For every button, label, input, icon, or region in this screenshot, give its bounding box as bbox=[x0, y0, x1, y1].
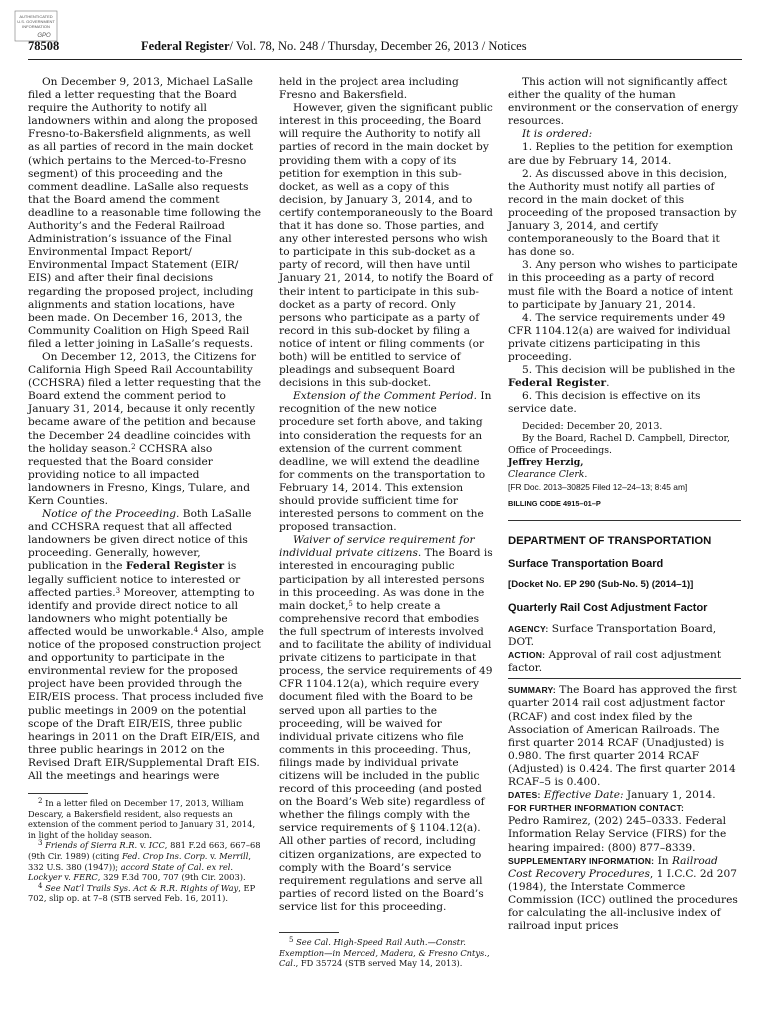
seal-line-1: AUTHENTICATED bbox=[19, 14, 53, 19]
page-header bbox=[28, 39, 742, 60]
order-item: 2. As discussed above in this decision, the Authority must notify all parties of record in the main docket of this proceeding of the proposed transaction by January 3, 2014, and certify contemporaneously to the Board that it has done so. bbox=[508, 167, 737, 259]
column-2 bbox=[279, 76, 495, 969]
seal-line-3: INFORMATION bbox=[22, 24, 50, 29]
agency-field: AGENCY: Surface Transportation Board, DOT. bbox=[508, 623, 717, 649]
by-the-board: By the Board, Rachel D. Campbell, Director, Office of Proceedings. bbox=[508, 433, 730, 457]
footnote-ref[interactable]: 3 bbox=[115, 586, 121, 595]
footnote-divider bbox=[279, 932, 339, 933]
dates-field: DATES: Effective Date: January 1, 2014. bbox=[508, 789, 716, 802]
paragraph: held in the project area including Fresno and Bakersfield. bbox=[279, 76, 459, 102]
subagency-heading: Surface Transportation Board bbox=[508, 557, 664, 570]
signer-title: Clearance Clerk. bbox=[508, 469, 588, 481]
summary-field: SUMMARY: The Board has approved the first quarter 2014 rail cost adjustment factor (RCAF) and cost index filed by the Association of American Railroads. The first quarter 2014 RCAF (Unadjusted) is 0.980. The first quarter 2014 RCAF (Adjusted) is 0.424. The first quarter 2014 RCAF–5 is 0.400. bbox=[508, 684, 737, 789]
running-head bbox=[141, 39, 527, 54]
paragraph: Extension of the Comment Period. In recognition of the new notice procedure set forth above, and taking into consideration the requests for an extension of the current comment deadline, we will extend the deadline for comments on the transportation to February 14, 2014. This extension should provide sufficient time for interested persons to comment on the proposed transaction. bbox=[279, 390, 492, 534]
paragraph: However, given the significant public interest in this proceeding, the Board will require the Authority to notify all parties of record in the main docket by providing them with a copy of its petition for exemption in this sub-docket, as well as a copy of this decision, by January 3, 2014, and to certify contemporaneously to the Board that it has done so. Those parties, and any other interested persons who wish to participate in this sub-docket as a party of record, will then have until January 21, 2014, to notify the Board of their intent to participate in this sub-docket as a party of record. Only persons who participate as a party of record in this sub-docket by filing a notice of intent or filing comments (or both) will be entitled to service of pleadings and subsequent Board decisions in this sub-docket. bbox=[279, 102, 493, 390]
publication-name: Federal Register bbox=[141, 39, 230, 53]
notice-divider bbox=[508, 520, 741, 521]
page-number: 78508 bbox=[28, 39, 60, 53]
order-item: 3. Any person who wishes to participate in this proceeding as a party of record must file with the Board a notice of intent to participate by January 21, 2014. bbox=[508, 259, 738, 311]
order-item: 1. Replies to the petition for exemption are due by February 14, 2014. bbox=[508, 141, 733, 167]
contact-field: FOR FURTHER INFORMATION CONTACT: Pedro Ramirez, (202) 245–0333. Federal Information Relay Service (FIRS) for the hearing impaired: (800) 877–8339. bbox=[508, 803, 727, 854]
billing-code: BILLING CODE 4915–01–P bbox=[508, 498, 601, 508]
column-1 bbox=[28, 76, 264, 904]
docket-number: [Docket No. EP 290 (Sub-No. 5) (2014–1)] bbox=[508, 578, 694, 590]
footnote-divider bbox=[28, 793, 88, 794]
supplementary-field: SUPPLEMENTARY INFORMATION: In Railroad Cost Recovery Procedures, 1 I.C.C. 2d 207 (1984), the Interstate Commerce Commission (ICC) outlined the procedures for calculating the all-inclusive index of railroad input prices bbox=[508, 854, 738, 933]
column-3 bbox=[508, 76, 741, 933]
seal-line-4: GPO bbox=[37, 33, 51, 39]
paragraph: On December 12, 2013, the Citizens for California High Speed Rail Accountability (CCHSRA) filed a letter requesting that the Board extend the comment period to January 31, 2014, because it only recently became aware of the petition and because the December 24 deadline coincides with the holiday season.$^2$ CCHSRA also requested that the Board consider providing notice to all impacted landowners in Fresno, Kings, Tulare, and Kern Counties. bbox=[28, 350, 262, 507]
seal-line-2: U.S. GOVERNMENT bbox=[17, 19, 55, 24]
section-heading: Waiver of service requirement for individual private citizens. bbox=[279, 534, 475, 560]
gpo-authentication-seal bbox=[14, 10, 58, 42]
paragraph: Notice of the Proceeding. Both LaSalle and CCHSRA request that all affected landowners be given direct notice of this proceeding. Generally, however, publication in the Federal Register is legally sufficient notice to interested or affected parties.$^3$ Moreover, attempting to identify and provide direct notice to all landowners who might potentially be affected would be unworkable.$^4$ Also, ample notice of the proposed construction project and opportunity to participate in the environmental review for the proposed project have been provided through the EIR/EIS process. That process included five public meetings in 2009 on the potential scope of the Draft EIR/EIS, three public hearings in 2011 on the Draft EIR/EIS, and three public hearings in 2012 on the Revised Draft EIR/Supplemental Draft EIS. All the meetings and hearings were bbox=[28, 508, 264, 782]
footnote: $^4$ See Nat’l Trails Sys. Act & R.R. Rights of Way, EP 702, slip op. at 7–8 (STB served Feb. 16, 2011). bbox=[28, 881, 256, 904]
document-title: Quarterly Rail Cost Adjustment Factor bbox=[508, 601, 708, 614]
issue-info: / Vol. 78, No. 248 / Thursday, December 26, 2013 / Notices bbox=[229, 39, 527, 53]
footnote-ref[interactable]: 4 bbox=[193, 625, 199, 634]
footnote-ref[interactable]: 2 bbox=[131, 442, 136, 451]
decided-date: Decided: December 20, 2013. bbox=[522, 421, 663, 433]
order-item: 4. The service requirements under 49 CFR 1104.12(a) are waived for individual private citizens participating in this proceeding. bbox=[508, 311, 731, 363]
signer-name: Jeffrey Herzig, bbox=[508, 457, 584, 469]
paragraph: Waiver of service requirement for individual private citizens. The Board is interested in encouraging public participation by all interested persons in this proceeding. As was done in the main docket,$^5$ to help create a comprehensive record that embodies the full spectrum of interests involved and to facilitate the ability of individual private citizens to participate in that process, the service requirements of 49 CFR 1104.12(a), which require every document filed with the Board to be served upon all parties to the proceeding, will be waived for individual private citizens who file comments in this proceeding. Thus, filings made by individual private citizens will be included in the public record of this proceeding (and posted on the Board’s Web site) regardless of whether the filings comply with the service requirements of § 1104.12(a). All other parties of record, including citizen organizations, are expected to comply with the Board’s service requirement regulations and serve all parties of record listed on the Board’s service list for this proceeding. bbox=[279, 534, 493, 913]
section-heading: Notice of the Proceeding. bbox=[42, 508, 180, 521]
footnote: $^3$ Friends of Sierra R.R. v. ICC, 881 F.2d 663, 667–68 (9th Cir. 1989) (citing Fed. Crop Ins. Corp. v. Merrill, 332 U.S. 380 (1947)); accord State of Cal. ex rel. Lockyer v. FERC, 329 F.3d 700, 707 (9th Cir. 2003). bbox=[28, 839, 261, 883]
footnote: $^5$ See Cal. High-Speed Rail Auth.—Constr. Exemption—in Merced, Madera, & Fresno Cntys., Cal., FD 35724 (STB served May 14, 2013). bbox=[279, 936, 490, 969]
agency-heading: DEPARTMENT OF TRANSPORTATION bbox=[508, 534, 712, 547]
paragraph: On December 9, 2013, Michael LaSalle filed a letter requesting that the Board require the Authority to notify all landowners within and along the proposed Fresno-to-Bakersfield alignments, as well as all parties of record in the main docket (which pertains to the Merced-to-Fresno segment) of this proceeding and the comment deadline. LaSalle also requests that the Board amend the comment deadline to a reasonable time following the Authority’s and the Federal Railroad Administration’s issuance of the Final Environmental Impact Report/ Environmental Impact Statement (EIR/ EIS) and after their final decisions regarding the proposed project, including alignments and station locations, have been made. On December 16, 2013, the Community Coalition on High Speed Rail filed a letter joining in LaSalle’s requests. bbox=[28, 76, 262, 350]
section-heading: Extension of the Comment Period. bbox=[293, 390, 478, 403]
footnote: $^2$ In a letter filed on December 17, 2013, William Descary, a Bakersfield resident, also requests an extension of the comment period to January 31, 2014, in light of the holiday season. bbox=[28, 797, 256, 840]
ordered-heading: It is ordered: bbox=[522, 128, 593, 141]
action-field: ACTION: Approval of rail cost adjustment factor. bbox=[508, 649, 722, 675]
order-item: 5. This decision will be published in the Federal Register. bbox=[508, 364, 736, 390]
field-divider bbox=[508, 678, 741, 679]
order-item: 6. This decision is effective on its service date. bbox=[508, 390, 701, 416]
footnote-ref[interactable]: 5 bbox=[348, 599, 353, 608]
fr-doc-line: [FR Doc. 2013–30825 Filed 12–24–13; 8:45 am] bbox=[508, 482, 688, 493]
paragraph: This action will not significantly affect either the quality of the human environment or the conservation of energy resources. bbox=[508, 76, 739, 128]
